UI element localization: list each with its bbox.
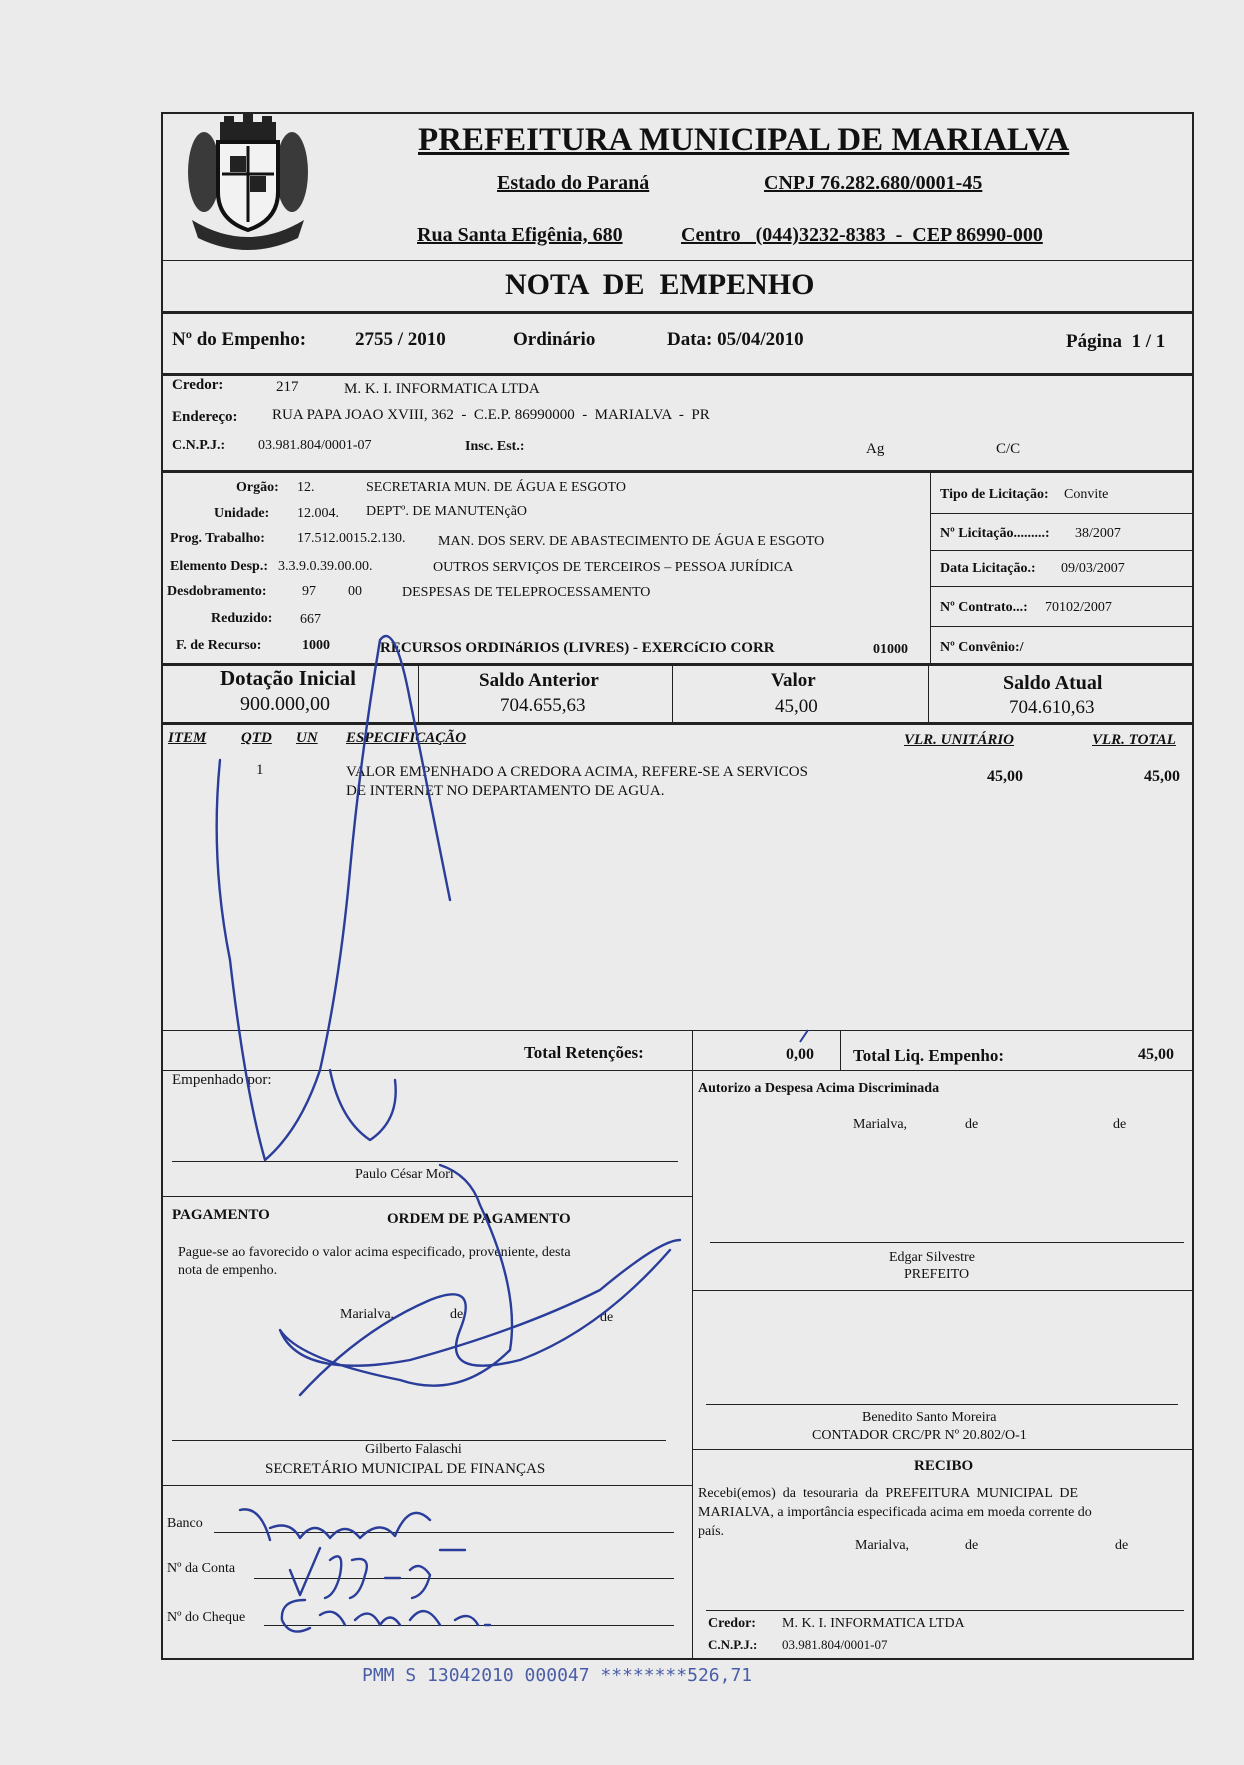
- empenho-type: Ordinário: [513, 329, 596, 350]
- divider: [672, 664, 673, 722]
- recibo-city: Marialva,: [855, 1538, 910, 1553]
- banco-line: [214, 1532, 674, 1533]
- page-number: Página 1 / 1: [1066, 331, 1166, 352]
- footer-stamp: PMM S 13042010 000047 ********526,71: [362, 1665, 753, 1686]
- empenho-date: Data: 05/04/2010: [667, 329, 804, 350]
- retencoes-label: Total Retenções:: [524, 1043, 644, 1062]
- divider: [930, 586, 1194, 587]
- secretario-name: Gilberto Falaschi: [365, 1442, 462, 1457]
- elemento-code: 3.3.9.0.39.00.00.: [278, 559, 373, 574]
- recibo-credor: M. K. I. INFORMATICA LTDA: [782, 1616, 965, 1631]
- autorizo-de1: de: [965, 1117, 979, 1132]
- credor-cnpj: 03.981.804/0001-07: [258, 438, 372, 453]
- orgao-name: SECRETARIA MUN. DE ÁGUA E ESGOTO: [366, 480, 626, 495]
- col-un: UN: [296, 730, 318, 746]
- item-total-value: 45,00: [1144, 768, 1180, 785]
- signature-line: [172, 1440, 666, 1441]
- credor-code: 217: [276, 379, 299, 395]
- credor-name: M. K. I. INFORMATICA LTDA: [344, 381, 540, 397]
- saldo-anterior-label: Saldo Anterior: [479, 670, 599, 691]
- recibo-text-line3: país.: [698, 1524, 725, 1539]
- address-label: Endereço:: [172, 409, 238, 425]
- banco-label: Banco: [167, 1516, 203, 1531]
- recibo-de1: de: [965, 1538, 979, 1553]
- col-especificacao: ESPECIFICAÇÃO: [346, 730, 467, 746]
- document-title: NOTA DE EMPENHO: [505, 268, 815, 301]
- header-contact: Centro (044)3232-8383 - CEP 86990-000: [681, 224, 1043, 246]
- item-desc-line1: VALOR EMPENHADO A CREDORA ACIMA, REFERE-SE A SERVICOS: [346, 764, 808, 780]
- recibo-text-line1: Recebi(emos) da tesouraria da PREFEITURA MUNICIPAL DE: [698, 1486, 1079, 1501]
- empenho-number: 2755 / 2010: [355, 329, 446, 350]
- recibo-title: RECIBO: [914, 1458, 974, 1474]
- pagamento-city: Marialva,: [340, 1307, 395, 1322]
- divider: [161, 311, 1194, 314]
- contrato-number: 70102/2007: [1045, 600, 1112, 615]
- conta-label: Nº da Conta: [167, 1561, 236, 1576]
- elemento-name: OUTROS SERVIÇOS DE TERCEIROS – PESSOA JURÍDICA: [433, 560, 794, 575]
- autorizo-city: Marialva,: [853, 1117, 908, 1132]
- pagamento-de2: de: [600, 1310, 614, 1325]
- numero-licitacao: 38/2007: [1075, 526, 1121, 541]
- divider: [692, 1290, 1194, 1291]
- total-liq-value: 45,00: [1138, 1046, 1174, 1063]
- numero-licitacao-label: Nº Licitação.........:: [940, 526, 1050, 541]
- empenhado-por-label: Empenhado por:: [172, 1072, 272, 1088]
- signature-line: [710, 1242, 1184, 1243]
- recurso-label: F. de Recurso:: [176, 638, 262, 653]
- unidade-code: 12.004.: [297, 506, 339, 521]
- recibo-text-line2: MARIALVA, a importância especificada acima em moeda corrente do: [698, 1505, 1092, 1520]
- retencoes-value: 0,00: [786, 1046, 814, 1063]
- dotacao-label: Dotação Inicial: [220, 666, 356, 690]
- ag-label: Ag: [866, 441, 885, 457]
- tipo-licitacao-label: Tipo de Licitação:: [940, 487, 1049, 502]
- data-licitacao: 09/03/2007: [1061, 561, 1125, 576]
- cc-label: C/C: [996, 441, 1021, 457]
- autorizo-de2: de: [1113, 1117, 1127, 1132]
- divider: [930, 550, 1194, 551]
- credor-address: RUA PAPA JOAO XVIII, 362 - C.E.P. 86990000 - MARIALVA - PR: [272, 407, 710, 423]
- divider: [161, 1485, 692, 1486]
- contador-name: Benedito Santo Moreira: [862, 1410, 997, 1425]
- desdobramento-sub: 00: [348, 584, 362, 599]
- divider: [161, 1196, 692, 1197]
- col-vlr-unitario: VLR. UNITÁRIO: [904, 732, 1015, 748]
- ordem-pagamento-label: ORDEM DE PAGAMENTO: [387, 1211, 571, 1227]
- empenhado-por-name: Paulo César Mori: [355, 1167, 454, 1182]
- col-qtd: QTD: [241, 730, 272, 746]
- empenho-number-label: Nº do Empenho:: [172, 329, 307, 350]
- recurso-sub: 01000: [873, 642, 908, 657]
- divider: [692, 1070, 693, 1660]
- col-item: ITEM: [168, 730, 207, 746]
- secretario-title: SECRETÁRIO MUNICIPAL DE FINANÇAS: [265, 1461, 546, 1477]
- recibo-credor-label: Credor:: [708, 1616, 756, 1631]
- coat-of-arms-icon: [178, 112, 318, 262]
- header-address: Rua Santa Efigênia, 680: [417, 224, 623, 246]
- pagamento-text-line1: Pague-se ao favorecido o valor acima especificado, proveniente, desta: [178, 1245, 571, 1260]
- divider: [692, 1449, 1194, 1450]
- header-title: PREFEITURA MUNICIPAL DE MARIALVA: [418, 122, 1070, 158]
- saldo-anterior-value: 704.655,63: [500, 695, 586, 716]
- unidade-name: DEPTº. DE MANUTENçãO: [366, 504, 528, 519]
- divider: [930, 513, 1194, 514]
- pagamento-de1: de: [450, 1307, 464, 1322]
- unidade-label: Unidade:: [214, 506, 270, 521]
- header-cnpj: CNPJ 76.282.680/0001-45: [764, 172, 983, 194]
- recibo-cnpj: 03.981.804/0001-07: [782, 1637, 888, 1652]
- divider: [161, 470, 1194, 473]
- divider: [418, 664, 419, 722]
- cnpj-label: C.N.P.J.:: [172, 438, 226, 453]
- valor-value: 45,00: [775, 696, 818, 717]
- desdobramento-code: 97: [302, 584, 316, 599]
- recurso-name: RECURSOS ORDINáRIOS (LIVRES) - EXERCíCIO CORR: [380, 640, 775, 656]
- divider: [930, 626, 1194, 627]
- pagamento-text-line2: nota de empenho.: [178, 1263, 278, 1278]
- desdobramento-name: DESPESAS DE TELEPROCESSAMENTO: [402, 585, 651, 600]
- signature-line: [172, 1161, 678, 1162]
- reduzido-value: 667: [300, 612, 321, 627]
- item-unit-value: 45,00: [987, 768, 1023, 785]
- recibo-de2: de: [1115, 1538, 1129, 1553]
- pagamento-label: PAGAMENTO: [172, 1207, 270, 1223]
- prog-trabalho-code: 17.512.0015.2.130.: [297, 531, 406, 546]
- saldo-atual-value: 704.610,63: [1009, 697, 1095, 718]
- valor-label: Valor: [771, 670, 816, 691]
- conta-line: [254, 1578, 674, 1579]
- prefeito-title: PREFEITO: [904, 1267, 970, 1282]
- orgao-label: Orgão:: [236, 480, 279, 495]
- divider: [161, 373, 1194, 376]
- item-qtd: 1: [256, 762, 264, 778]
- reduzido-label: Reduzido:: [211, 611, 273, 626]
- autorizo-text: Autorizo a Despesa Acima Discriminada: [698, 1081, 940, 1096]
- elemento-label: Elemento Desp.:: [170, 559, 268, 574]
- recibo-cnpj-label: C.N.P.J.:: [708, 1637, 758, 1652]
- divider: [692, 1030, 693, 1070]
- signature-line: [706, 1404, 1178, 1405]
- divider: [161, 1070, 1194, 1071]
- divider: [161, 722, 1194, 725]
- item-desc-line2: DE INTERNET NO DEPARTAMENTO DE AGUA.: [346, 783, 665, 799]
- signature-line: [706, 1610, 1184, 1611]
- prefeito-name: Edgar Silvestre: [889, 1250, 975, 1265]
- tipo-licitacao: Convite: [1064, 487, 1109, 502]
- header-state: Estado do Paraná: [497, 172, 650, 194]
- convenio-label: Nº Convênio:/: [940, 640, 1024, 655]
- divider: [161, 1030, 1194, 1031]
- divider: [840, 1030, 841, 1070]
- divider: [930, 472, 931, 664]
- prog-trabalho-label: Prog. Trabalho:: [170, 531, 265, 546]
- insc-est-label: Insc. Est.:: [465, 439, 525, 454]
- divider: [928, 664, 929, 722]
- orgao-code: 12.: [297, 480, 315, 495]
- total-liq-label: Total Liq. Empenho:: [853, 1046, 1004, 1065]
- divider: [161, 260, 1194, 261]
- dotacao-value: 900.000,00: [240, 693, 330, 715]
- contador-title: CONTADOR CRC/PR Nº 20.802/O-1: [812, 1428, 1027, 1443]
- credor-label: Credor:: [172, 377, 224, 393]
- cheque-line: [264, 1625, 674, 1626]
- col-vlr-total: VLR. TOTAL: [1092, 732, 1176, 748]
- contrato-label: Nº Contrato...:: [940, 600, 1028, 615]
- saldo-atual-label: Saldo Atual: [1003, 672, 1103, 694]
- cheque-label: Nº do Cheque: [167, 1610, 246, 1625]
- desdobramento-label: Desdobramento:: [167, 584, 267, 599]
- recurso-code: 1000: [302, 638, 330, 653]
- data-licitacao-label: Data Licitação.:: [940, 561, 1036, 576]
- prog-trabalho-name: MAN. DOS SERV. DE ABASTECIMENTO DE ÁGUA E ESGOTO: [438, 534, 825, 549]
